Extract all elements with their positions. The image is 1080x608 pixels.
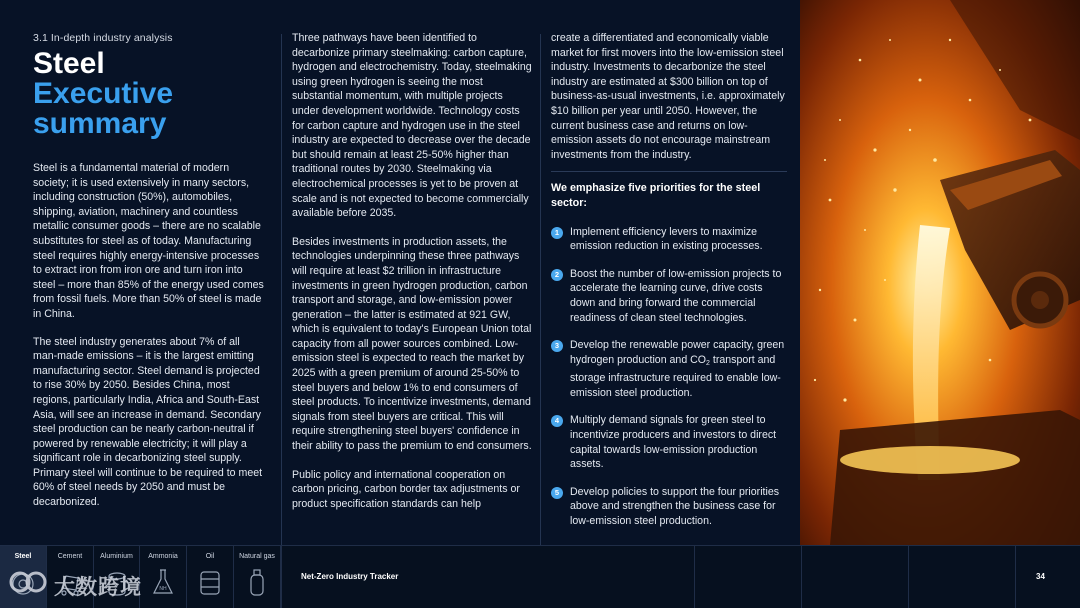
tab-label: Ammonia xyxy=(148,553,178,560)
priority-text: Boost the number of low-emission projects to accelerate the learning curve, drive costs down and bring forward the commercial readiness of clean steel technologies. xyxy=(570,267,782,324)
footer-divider xyxy=(281,546,282,608)
co2-subscript: 2 xyxy=(706,359,710,367)
priority-text: Multiply demand signals for green steel to incentivize producers and investors to direct capital towards low-emission production assets. xyxy=(570,414,777,471)
footer-divider xyxy=(801,546,802,608)
footer-divider xyxy=(1015,546,1016,608)
priority-number-badge: 4 xyxy=(551,415,563,427)
column-divider-1 xyxy=(281,34,282,545)
col3-intro-paragraph: create a differentiated and economically viable market for first movers into the low-emission steel industry. Investments to decarbonize the steel industry are estimated at $300 billion on top of business-as-usual investments, i.e. approximately $10 billion per year until 2050. However, the current business case and returns on low-emission assets do not encourage mainstream investments from the industry. xyxy=(551,32,785,161)
gas-cylinder-icon xyxy=(243,566,271,598)
priority-text: Implement efficiency levers to maximize emission reduction in existing processes. xyxy=(570,225,763,253)
priority-item-4 xyxy=(551,413,789,471)
footer-divider xyxy=(908,546,909,608)
molten-steel-photo xyxy=(800,0,1080,545)
priorities-heading: We emphasize five priorities for the steel sector: xyxy=(551,182,761,209)
col1-paragraph-1: Steel is a fundamental material of modern society; it is used extensively in many sectors, including construction (50%), automobiles, shipping, aviation, machinery and countless metallic consumer goods – there are no scalable substitutes for steel as of today. Manufacturing steel requires highly energy-intensive processes to extract iron from iron ore and turn iron into steel – more than 85% of the energy used comes from fossil fuels. More than 50% of steel is made in China. xyxy=(33,162,264,320)
priority-number-badge: 1 xyxy=(551,227,563,239)
tab-label: Aluminium xyxy=(100,553,133,560)
watermark-text: 大数跨境 xyxy=(54,575,142,599)
column-2 xyxy=(292,31,532,525)
tab-label: Steel xyxy=(14,553,32,560)
column-divider-2 xyxy=(540,34,541,545)
oil-barrel-icon xyxy=(196,566,224,598)
tab-oil[interactable] xyxy=(187,546,234,608)
col2-paragraph-3: Public policy and international cooperation on carbon pricing, carbon border tax adjustments or product specification standards can help xyxy=(292,468,520,510)
tracker-title: Net-Zero Industry Tracker xyxy=(301,572,399,581)
watermark-logo-icon xyxy=(6,562,50,602)
section-label: 3.1 In-depth industry analysis xyxy=(33,32,173,44)
priority-number-badge: 5 xyxy=(551,487,563,499)
priority-item-2 xyxy=(551,267,789,325)
priority-text-part-a: Develop the renewable power capacity, green hydrogen production and CO xyxy=(570,339,785,366)
priority-number-badge: 2 xyxy=(551,269,563,281)
priority-number-badge: 3 xyxy=(551,340,563,352)
column-3 xyxy=(551,31,789,542)
page-title-steel: Steel xyxy=(33,47,105,80)
section-divider xyxy=(551,171,787,172)
molten-steel-illustration xyxy=(800,0,1080,545)
priority-item-3 xyxy=(551,338,789,400)
priority-text: Develop policies to support the four priorities above and strengthen the business case for low-emission steel production. xyxy=(570,485,780,528)
priority-item-1 xyxy=(551,225,789,254)
tab-label: Natural gas xyxy=(239,553,275,560)
col2-paragraph-1: Three pathways have been identified to decarbonize primary steelmaking: carbon capture, hydrogen and electrochemistry. Today, steelmaking using green hydrogen is seeing the most substantial momentum, with multiple projects under development worldwide. Technology costs for carbon capture and hydrogen use in the steel industry are expected to decrease over the decade but should remain at least 25-50% higher than traditional routes by 2030. Steelmaking via electrochemical processes is yet to be proven at scale and is not expected to become commercially available before 2035. xyxy=(292,32,532,220)
page-title-summary: summary xyxy=(33,107,167,140)
priority-text xyxy=(570,338,789,400)
column-1 xyxy=(33,32,265,510)
page-title-executive: Executive xyxy=(33,77,174,110)
tab-label: Cement xyxy=(57,553,83,560)
tab-natural-gas[interactable] xyxy=(234,546,281,608)
ammonia-formula-label: NH xyxy=(159,586,167,592)
page-number: 34 xyxy=(1036,572,1045,581)
footer-bar xyxy=(0,545,1080,608)
priority-item-5 xyxy=(551,485,789,529)
footer-divider xyxy=(694,546,695,608)
watermark xyxy=(6,562,156,602)
col1-paragraph-2: The steel industry generates about 7% of all man-made emissions – it is the largest emitting manufacturing sector. Steel demand is projected to rise 30% by 2050. Besides China, most regions, particularly India, Africa and South-East Asia, will see an increase in demand. Secondary steel production can be nearly carbon-neutral if powered by renewable electricity; it will play a significant role in decarbonizing steel supply. Primary steel will continue to be required to meet 60% of steel needs by 2050 and must be decarbonized. xyxy=(33,335,263,509)
priority-text-part-b: transport and storage infrastructure required to enable low-emission steel production. xyxy=(570,353,781,399)
tab-label: Oil xyxy=(205,553,215,560)
col2-paragraph-2: Besides investments in production assets, the technologies underpinning these three pathways will require at least $2 trillion in infrastructure investments in green hydrogen production, carbon transport and storage, and low-emission power generation – the latter is estimated at 921 GW, which is equivalent to today's European Union total capacity from all power sources combined. Low-emission steel is expected to reach the market by 2025 with a green premium of around 25-50% to steel buyers and below 1% to end consumers of steel products. To incentivize investments, demand signals from steel buyers are critical. This will require strengthening steel buyers' confidence in their ability to pass the premium to end consumers. xyxy=(292,235,532,453)
